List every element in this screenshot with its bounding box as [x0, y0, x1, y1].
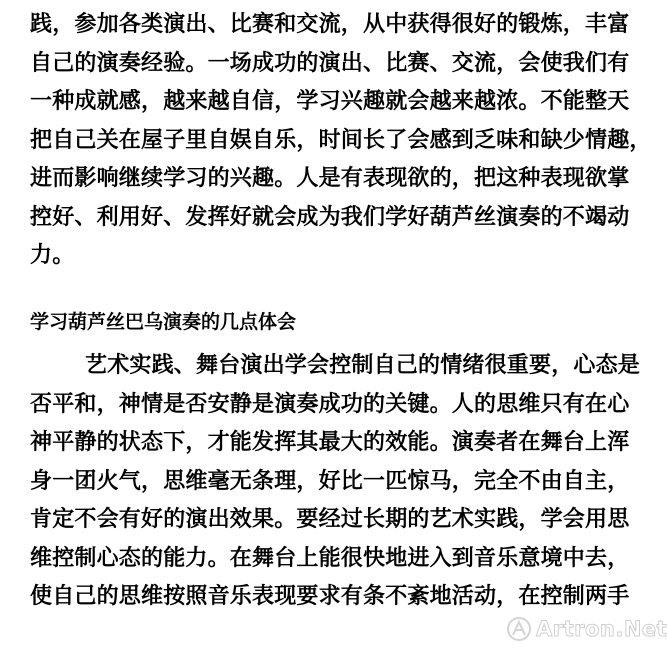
text-line: 控好、利用好、发挥好就会成为我们学好葫芦丝演奏的不竭动: [30, 204, 630, 230]
text-line: 否平和，神情是否安静是演奏成功的关键。人的思维只有在心: [30, 391, 630, 417]
text-line: 自己的演奏经验。一场成功的演出、比赛、交流，会使我们有: [30, 50, 630, 76]
text-line: 身一团火气，思维毫无条理，好比一匹惊马，完全不由自主，: [30, 468, 630, 494]
text-line: 践，参加各类演出、比赛和交流，从中获得很好的锻炼，丰富: [30, 12, 630, 37]
text-line: 肯定不会有好的演出效果。要经过长期的艺术实践，学会用思: [30, 507, 630, 532]
text-line: 维控制心态的能力。在舞台上能很快地进入到音乐意境中去，: [30, 545, 630, 571]
paragraph-1: [30, 6, 652, 276]
watermark-text: Artron.Net: [536, 617, 667, 641]
text-line: 进而影响继续学习的兴趣。人是有表现欲的，把这种表现欲掌: [30, 166, 630, 191]
text-line: 把自己关在屋子里自娱自乐，时间长了会感到乏味和缺少情趣，: [30, 127, 652, 153]
text-line: 力。: [30, 243, 75, 268]
watermark: [506, 616, 667, 642]
artron-logo-icon: [506, 616, 532, 642]
section-heading: 学习葫芦丝巴乌演奏的几点体会: [30, 311, 297, 333]
text-line: 神平静的状态下，才能发挥其最大的效能。演奏者在舞台上浑: [30, 430, 630, 455]
paragraph-2: [30, 347, 641, 617]
text-line: 一种成就感，越来越自信，学习兴趣就会越来越浓。不能整天: [30, 89, 630, 114]
text-line: 艺术实践、舞台演出学会控制自己的情绪很重要，心态是: [85, 353, 641, 378]
text-line: 使自己的思维按照音乐表现要求有条不紊地活动，在控制两手: [30, 584, 630, 609]
